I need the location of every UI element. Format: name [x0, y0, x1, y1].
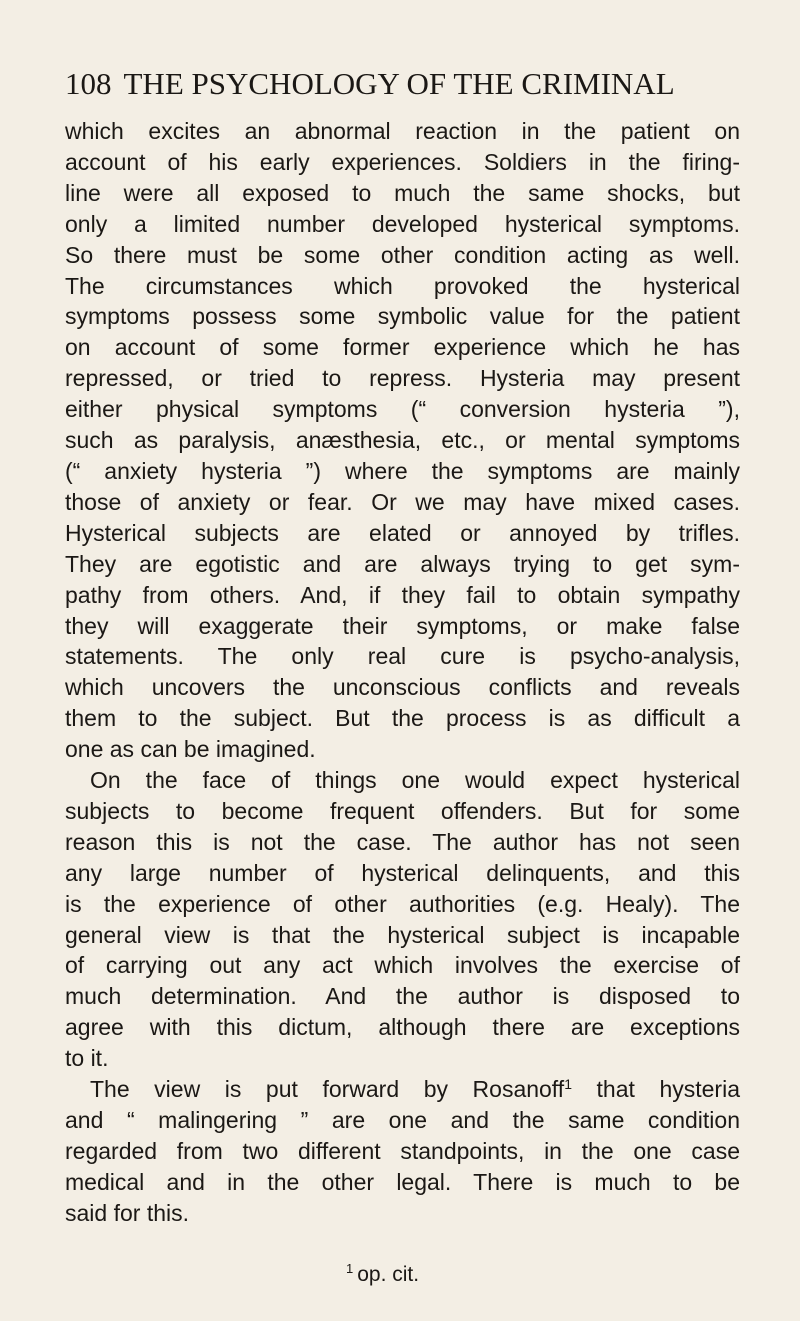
text-line: agree with this dictum, although there are exceptions — [65, 1014, 740, 1041]
running-title: THE PSYCHOLOGY OF THE CRIMINAL — [123, 66, 675, 101]
text-line: medical and in the other legal. There is much to be — [65, 1168, 740, 1195]
text-line: regarded from two different standpoints, in the one case — [65, 1137, 740, 1164]
text-line: account of his early experiences. Soldiers in the firing- — [65, 148, 740, 175]
body-text — [65, 116, 740, 1229]
text-line: (“ anxiety hysteria ”) where the symptoms are mainly — [65, 457, 740, 484]
paragraph-3 — [65, 1074, 740, 1229]
paragraph-1 — [65, 116, 740, 765]
running-head — [65, 68, 745, 99]
text-line-with-footnote — [65, 1074, 740, 1105]
text-line: Hysterical subjects are elated or annoyed by trifles. — [65, 519, 740, 546]
footnote-text: op. cit. — [357, 1263, 420, 1286]
footnote — [346, 1261, 420, 1286]
text-line: such as paralysis, anæsthesia, etc., or mental symptoms — [65, 427, 740, 454]
text-line: much determination. And the author is disposed to — [65, 983, 740, 1010]
text-line: either physical symptoms (“ conversion hysteria ”), — [65, 396, 740, 423]
text-line: subjects to become frequent offenders. But for some — [65, 797, 740, 824]
text-line: which uncovers the unconscious conflicts and reveals — [65, 674, 740, 701]
text-line: line were all exposed to much the same shocks, but — [65, 179, 740, 206]
text-fragment: that hysteria — [571, 1076, 740, 1103]
paragraph-2 — [65, 765, 740, 1074]
text-line: to it. — [65, 1045, 109, 1072]
text-line: They are egotistic and are always trying to get sym- — [65, 550, 740, 577]
text-line: any large number of hysterical delinquents, and this — [65, 859, 740, 886]
text-line: only a limited number developed hysterical symptoms. — [65, 210, 740, 237]
text-line: reason this is not the case. The author has not seen — [65, 828, 740, 855]
text-line: symptoms possess some symbolic value for the patient — [65, 303, 740, 330]
text-line: statements. The only real cure is psycho-analysis, — [65, 643, 740, 670]
text-line: one as can be imagined. — [65, 736, 316, 763]
text-line: repressed, or tried to repress. Hysteria may present — [65, 365, 740, 392]
footnote-marker: 1 — [346, 1261, 354, 1276]
text-line: and “ malingering ” are one and the same condition — [65, 1107, 740, 1133]
text-line: those of anxiety or fear. Or we may have mixed cases. — [65, 488, 740, 515]
page-number: 108 — [65, 66, 112, 101]
text-line: they will exaggerate their symptoms, or make false — [65, 612, 740, 639]
text-line: pathy from others. And, if they fail to obtain sympathy — [65, 581, 740, 608]
text-line: which excites an abnormal reaction in the patient on — [65, 118, 740, 144]
text-line: them to the subject. But the process is as difficult a — [65, 705, 740, 732]
text-fragment: The view is put forward by Rosanoff — [90, 1076, 565, 1103]
text-line: On the face of things one would expect hysterical — [90, 767, 740, 794]
text-line: The circumstances which provoked the hysterical — [65, 272, 740, 299]
text-line: general view is that the hysterical subject is incapable — [65, 921, 740, 948]
text-line: is the experience of other authorities (e.g. Healy). The — [65, 890, 740, 917]
footnote-reference: 1 — [564, 1076, 572, 1093]
text-line: of carrying out any act which involves the exercise of — [65, 952, 740, 979]
text-line: So there must be some other condition acting as well. — [65, 241, 740, 268]
text-line: said for this. — [65, 1199, 189, 1226]
text-line: on account of some former experience which he has — [65, 334, 740, 361]
